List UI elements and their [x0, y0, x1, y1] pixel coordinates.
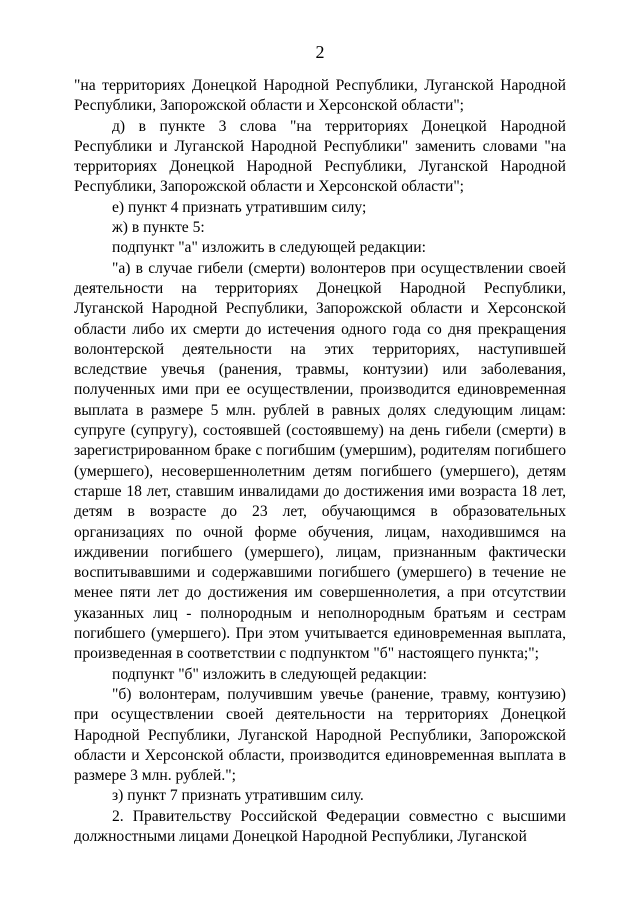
paragraph-subitem-b-intro: подпункт "б" изложить в следующей редакции: [112, 665, 427, 683]
paragraph-subitem-a-intro: подпункт "а" изложить в следующей редакции: [112, 239, 426, 257]
paragraph-item-e: е) пункт 4 признать утратившим силу; [112, 198, 367, 216]
paragraph-subitem-b-text: "б) волонтерам, получившим увечье (ранение, травму, контузию) при осуществлении своей деятельности на территориях Донецкой Народной Республики, Луганской Народной Республики, Запорожской области и Херсонской области, производится единовременная выплата в размере 3 млн. рублей."; [74, 685, 566, 785]
paragraph-item-z: з) пункт 7 признать утратившим силу. [112, 787, 364, 805]
page-number: 2 [315, 42, 325, 62]
paragraph-section-2: 2. Правительству Российской Федерации совместно с высшими должностными лицами Донецкой Народной Республики, Луганской [74, 807, 566, 845]
document-body [74, 76, 566, 847]
paragraph-subitem-a-text: "а) в случае гибели (смерти) волонтеров при осуществлении своей деятельности на территориях Донецкой Народной Республики, Луганской Народной Республики, Запорожской области и Херсонской области либо их смерти до истечения одного года со дня прекращения волонтерской деятельности на этих территориях, наступившей вследствие увечья (ранения, травмы, контузии) или заболевания, полученных ими при ее осуществлении, производится единовременная выплата в размере 5 млн. рублей в равных долях следующим лицам: супруге (супругу), состоявшей (состоявшему) на день гибели (смерти) в зарегистрированном браке с погибшим (умершим), родителям погибшего (умершего), несовершеннолетним детям погибшего (умершего), детям старше 18 лет, ставшим инвалидами до достижения ими возраста 18 лет, детям в возрасте до 23 лет, обучающимся в образовательных организациях по очной форме обучения, лицам, находившимся на иждивении погибшего (умершего), лицам, признанным фактически воспитывавшими и содержавшими погибшего (умершего) в течение не менее пяти лет до достижения им совершеннолетия, а при отсутствии указанных лиц - полнородным и неполнородным братьям и сестрам погибшего (умершего). При этом учитывается единовременная выплата, произведенная в соответствии с подпунктом "б" настоящего пункта;"; [74, 259, 566, 663]
paragraph-continuation: "на территориях Донецкой Народной Республики, Луганской Народной Республики, Запорожской области и Херсонской области"; [74, 77, 566, 115]
paragraph-item-zh: ж) в пункте 5: [112, 219, 205, 237]
paragraph-item-d: д) в пункте 3 слова "на территориях Донецкой Народной Республики и Луганской Народной Республики" заменить словами "на территориях Донецкой Народной Республики, Луганской Народной Республики, Запорожской области и Херсонской области"; [74, 117, 566, 196]
